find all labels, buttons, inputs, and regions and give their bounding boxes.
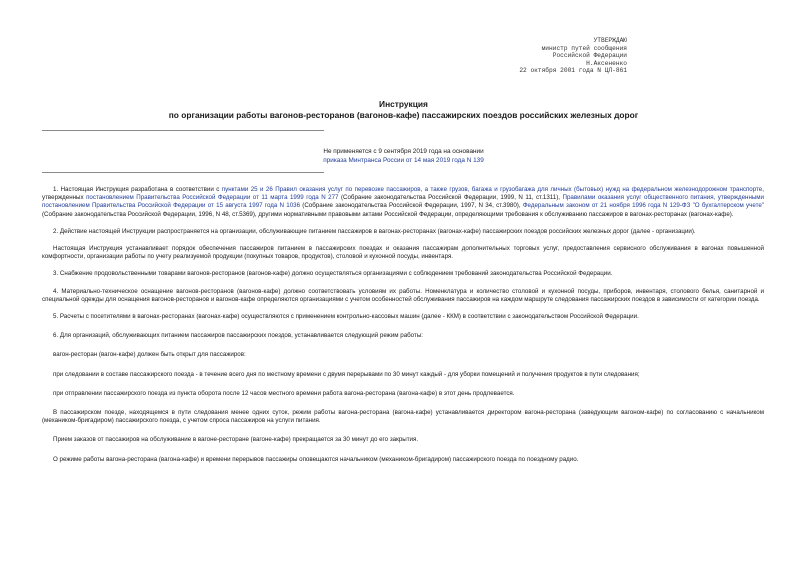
paragraph-11: В пассажирском поезде, находящемся в пути следования менее одних суток, режим работы вагона-ресторана (вагона-кафе) устанавливается директором вагона-ресторана (заведующим вагоном-кафе) по согласованию с начальником (механиком-бригадиром) пассажирского поезда, с учетом спроса пассажиров на услуги питания. — [42, 409, 764, 425]
p1-text-2: , утвержденных — [42, 186, 764, 202]
rules-transport-link[interactable]: пунктами 25 и 26 Правил оказания услуг по перевозке пассажиров, а также грузов, багажа и грузобагажа для личных (бытовых) нужд на федеральном железнодорожном транспорте — [221, 186, 763, 193]
approval-country: Российской Федерации — [552, 52, 627, 60]
separator-top — [42, 130, 324, 131]
document-title — [0, 99, 807, 120]
p1-text-4: (Собрание законодательства Российской Федерации, 1997, N 34, ст.3980), — [300, 202, 523, 210]
paragraph-8: вагон-ресторан (вагон-кафе) должен быть открыт для пассажиров: — [53, 351, 246, 359]
paragraph-6: 5. Расчеты с посетителями в вагонах-ресторанах (вагонах-кафе) осуществляются с применением контрольно-кассовых машин (далее - ККМ) в соответствии с законодательством Российской Федерации. — [53, 313, 639, 321]
paragraph-10: при отправлении пассажирского поезда из пункта оборота после 12 часов местного времени работа вагона-ресторана (вагона-кафе) в этот день продлевается. — [53, 389, 515, 397]
notice-order-link[interactable]: приказа Минтранса России от 14 мая 2019 года N 139 — [323, 157, 484, 165]
paragraph-3: Настоящая Инструкция устанавливает порядок обеспечения пассажиров питанием в пассажирских поездах и оказания пассажирам дополнительных торговых услуг, предоставления сервисного обслуживания в вагонах повышенной комфортности, организации работы по учету реализуемой продукции (покупных товаров, продуктов), столовой и кухонной посуды, инвентаря. — [42, 245, 764, 261]
approval-heading: УТВЕРЖДАЮ — [593, 37, 627, 44]
approval-signatory: Н.Аксененко — [586, 59, 627, 67]
paragraph-9: при следовании в составе пассажирского поезда - в течение всего дня по местному времени с двумя перерывами по 30 минут каждый - для уборки помещений и получения продуктов в пути следования; — [53, 370, 640, 378]
approval-block — [407, 37, 627, 75]
paragraph-12: Прием заказов от пассажиров на обслуживание в вагоне-ресторане (вагоне-кафе) прекращается за 30 минут до его закрытия. — [53, 436, 419, 444]
catering-rules-1036-link[interactable]: Правилами оказания услуг общественного питания, утвержденными постановлением Правительства Российской Федерации от 15 августа 1997 года N 1036 — [42, 194, 765, 210]
paragraph-7: 6. Для организаций, обслуживающих питанием пассажиров пассажирских поездов, устанавливается следующий режим работы: — [53, 332, 423, 340]
approval-date: 22 октября 2001 года N ЦЛ-861 — [519, 67, 627, 75]
federal-law-129-link[interactable]: Федеральным законом от 21 ноября 1996 года N 129-ФЗ "О бухгалтерском учете" — [522, 202, 765, 210]
document-body — [42, 186, 764, 464]
p1-text-3: (Собрание законодательства Российской Федерации, 1999, N 11, ст.1311), — [338, 194, 563, 202]
government-decree-277-link[interactable]: постановлением Правительства Российской Федерации от 11 марта 1999 года N 277 — [86, 194, 339, 202]
paragraph-13: О режиме работы вагона-ресторана (вагона-кафе) и времени перерывов пассажиры оповещаются начальником (механиком-бригадиром) пассажирского поезда по поездному радио. — [53, 455, 579, 463]
approval-position: министр путей сообщения — [541, 44, 627, 52]
paragraph-4: 3. Снабжение продовольственными товарами вагонов-ресторанов (вагонов-кафе) должно осуществляться организациями с соблюдением требований законодательства Российской Федерации. — [53, 270, 613, 278]
paragraph-1 — [42, 186, 764, 219]
separator-bottom — [42, 172, 324, 173]
paragraph-2: 2. Действие настоящей Инструкции распространяется на организации, обслуживающие питанием пассажиров в вагонах-ресторанах (вагонах-кафе) пассажирских поездов российских железных дорог (далее - организации). — [53, 227, 696, 235]
paragraph-5: 4. Материально-техническое оснащение вагонов-ресторанов (вагонов-кафе) должно соответствовать условиям их работы. Номенклатура и количество столовой и кухонной посуды, приборов, инвентаря, столового белья, санитарной и специальной одежды для оснащения вагонов-ресторанов и вагонов-кафе определяются организациями с учетом особенностей обслуживания пассажиров на каждом маршруте следования пассажирских поездов в зависимости от категории поезда. — [42, 287, 764, 303]
title-heading: Инструкция — [379, 99, 428, 109]
applicability-notice — [0, 147, 807, 166]
notice-text: Не применяется с 9 сентября 2019 года на основании — [323, 148, 484, 155]
p1-text-5: (Собрание законодательства Российской Федерации, 1996, N 48, ст.5369), другими нормативными правовыми актами Российской Федерации, определяющими требования к обслуживанию пассажиров в вагонах-ресторанах (вагонах-кафе). — [42, 210, 734, 218]
p1-text-1: 1. Настоящая Инструкция разработана в соответствии с — [53, 186, 222, 193]
title-subheading: по организации работы вагонов-ресторанов (вагонов-кафе) пассажирских поездов российских железных дорог — [168, 109, 639, 120]
